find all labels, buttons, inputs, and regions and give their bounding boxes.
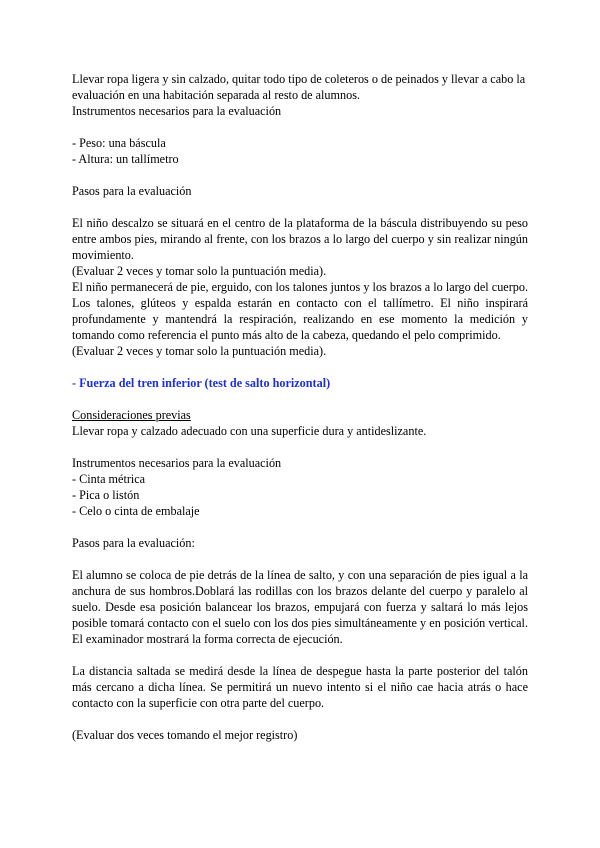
steps-title: Pasos para la evaluación: [72,536,195,550]
weight-step-paragraph: El niño descalzo se situará en el centro de la plataforma de la báscula distribuyendo su peso entre ambos pies, mirando al frente, con los brazos a lo largo del cuerpo y sin realizar ningún movimiento. [72,216,528,262]
instruments-title: Instrumentos necesarios para la evaluación [72,104,282,118]
height-step-paragraph: El niño permanecerá de pie, erguido, con los talones juntos y los brazos a lo largo del cuerpo. Los talones, glúteos y espalda estarán en contacto con el tallímetro. El niño inspirará profundamente y mantendrá la respiración, realizando en ese momento la medición y tomando como referencia el punto más alto de la cabeza, quedando el pelo comprimido. [72,280,528,342]
previous-considerations-title: Consideraciones previas [72,408,191,422]
section-heading: - Fuerza del tren inferior (test de salto horizontal) [72,376,331,390]
previous-considerations-text: Llevar ropa y calzado adecuado con una superficie dura y antideslizante. [72,424,427,438]
steps-title: Pasos para la evaluación [72,184,192,198]
instrument-item-weight: - Peso: una báscula [72,136,166,150]
instrument-item-adhesive: - Celo o cinta de embalaje [72,504,200,518]
evaluate-note: (Evaluar 2 veces y tomar solo la puntuación media). [72,264,327,278]
instrument-item-height: - Altura: un tallímetro [72,152,179,166]
distance-paragraph: La distancia saltada se medirá desde la línea de despegue hasta la parte posterior del talón más cercano a dicha línea. Se permitirá un nuevo intento si el niño cae hacia atrás o hace contacto con la superficie con otra parte del cuerpo. [72,664,528,710]
instrument-item-tape: - Cinta métrica [72,472,146,486]
jump-step-paragraph: El alumno se coloca de pie detrás de la línea de salto, y con una separación de pies igual a la anchura de sus hombros.Doblará las rodillas con los brazos delante del cuerpo y paralelo al suelo. Desde esa posición balancear los brazos, empujará con fuerza y saltará lo más lejos posible tomará contacto con el suelo con los dos pies simultáneamente y en posición vertical. El examinador mostrará la forma correcta de ejecución. [72,568,528,646]
instrument-item-pole: - Pica o listón [72,488,140,502]
clothing-instructions: Llevar ropa ligera y sin calzado, quitar todo tipo de coleteros o de peinados y llevar a cabo la evaluación en una habitación separada al resto de alumnos. [72,72,526,102]
evaluate-note: (Evaluar 2 veces y tomar solo la puntuación media). [72,344,327,358]
document-page [72,71,528,743]
evaluate-note: (Evaluar dos veces tomando el mejor registro) [72,728,298,742]
instruments-title: Instrumentos necesarios para la evaluación [72,456,282,470]
